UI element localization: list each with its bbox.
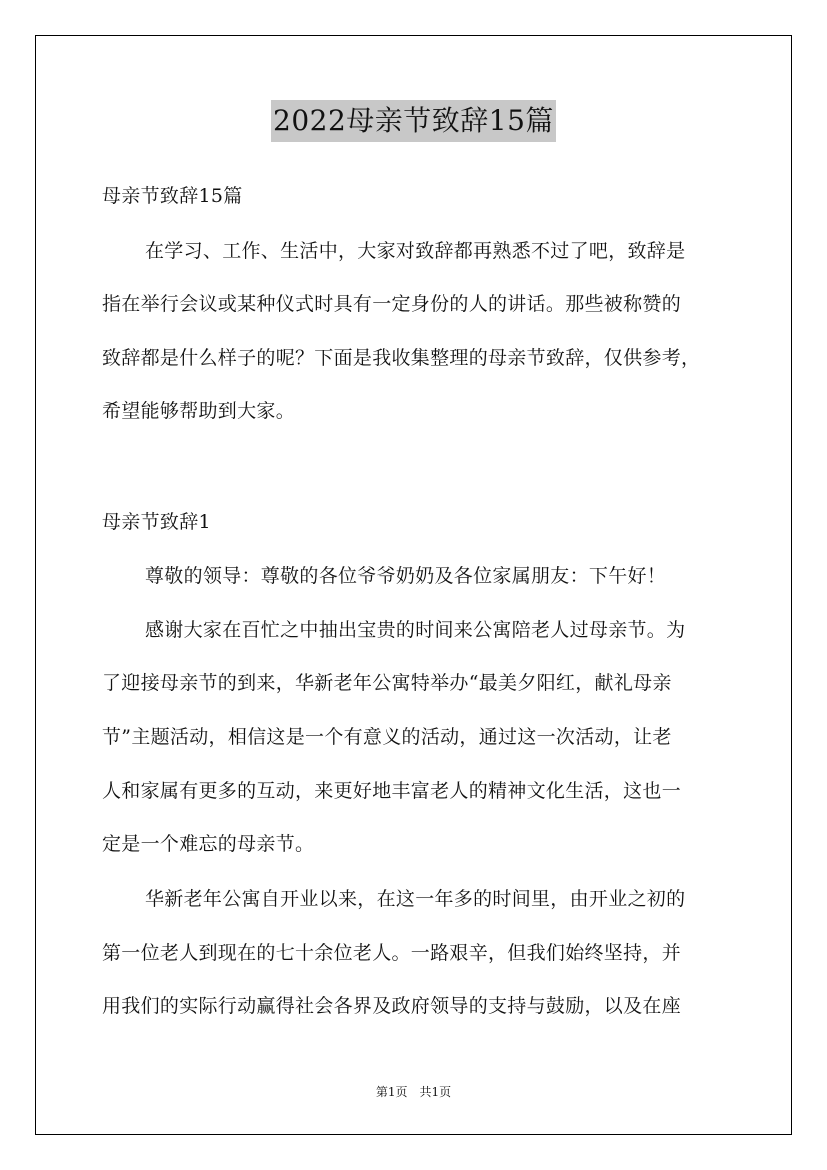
greeting-line: 尊敬的领导：尊敬的各位爷爷奶奶及各位家属朋友：下午好！ — [145, 565, 667, 587]
para1-line-1: 感谢大家在百忙之中抽出宝贵的时间来公寓陪老人过母亲节。为 — [145, 619, 686, 641]
page-number: 第1页 共1页 — [375, 1085, 452, 1099]
title-container — [0, 100, 827, 142]
intro-heading: 母亲节致辞15篇 — [102, 185, 243, 207]
para2-line-2: 第一位老人到现在的七十余位老人。一路艰辛，但我们始终坚持，并 — [102, 942, 682, 964]
para1-line-2: 了迎接母亲节的到来，华新老年公寓特举办“最美夕阳红，献礼母亲 — [102, 672, 672, 694]
document-title: 2022母亲节致辞15篇 — [271, 100, 556, 142]
para1-line-5: 定是一个难忘的母亲节。 — [102, 833, 315, 855]
para2-line-3: 用我们的实际行动赢得社会各界及政府领导的支持与鼓励，以及在座 — [102, 995, 682, 1017]
para2-line-1: 华新老年公寓自开业以来，在这一年多的时间里，由开业之初的 — [145, 888, 686, 910]
intro-line-3: 致辞都是什么样子的呢？下面是我收集整理的母亲节致辞，仅供参考， — [102, 347, 701, 369]
section-heading: 母亲节致辞1 — [102, 511, 211, 533]
para1-line-3: 节”主题活动，相信这是一个有意义的活动，通过这一次活动，让老 — [102, 726, 672, 748]
para1-line-4: 人和家属有更多的互动，来更好地丰富老人的精神文化生活，这也一 — [102, 780, 682, 802]
intro-line-4: 希望能够帮助到大家。 — [102, 400, 296, 422]
intro-line-1: 在学习、工作、生活中，大家对致辞都再熟悉不过了吧，致辞是 — [145, 240, 686, 262]
intro-line-2: 指在举行会议或某种仪式时具有一定身份的人的讲话。那些被称赞的 — [102, 293, 682, 315]
